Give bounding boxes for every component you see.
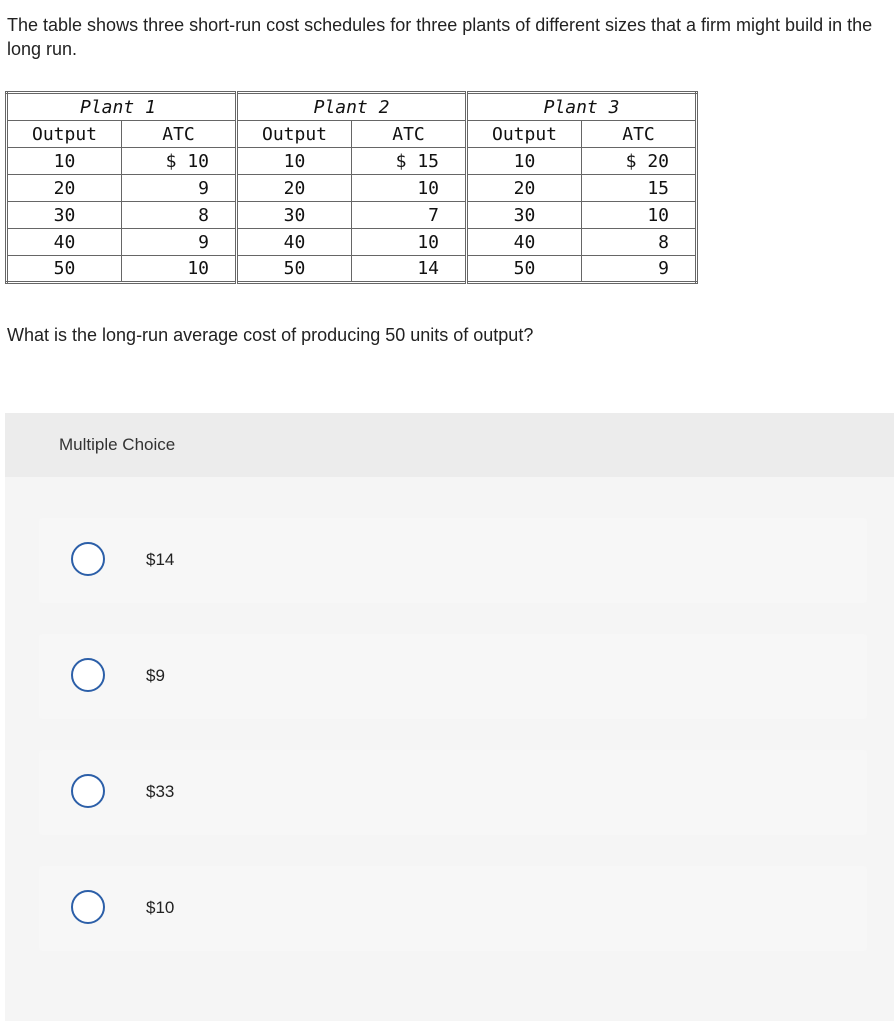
plant-3-atc-header: ATC xyxy=(582,121,697,148)
plant-1-output-cell: 30 xyxy=(7,202,122,229)
plant-3-output-cell: 30 xyxy=(467,202,582,229)
plant-2-atc-cell: 10 xyxy=(352,175,467,202)
table-row xyxy=(7,148,697,175)
plant-3-atc-cell: $ 20 xyxy=(582,148,697,175)
multiple-choice-header xyxy=(5,413,894,477)
plant-1-header: Plant 1 xyxy=(7,93,237,121)
plant-2-output-header: Output xyxy=(237,121,352,148)
plant-2-output-cell: 40 xyxy=(237,229,352,256)
plant-2-output-cell: 10 xyxy=(237,148,352,175)
plant-3-output-cell: 50 xyxy=(467,256,582,283)
multiple-choice-panel xyxy=(5,413,894,1021)
answer-option-label: $9 xyxy=(146,666,165,685)
table-row xyxy=(7,256,697,283)
column-header-row xyxy=(7,121,697,148)
plant-2-atc-cell: 10 xyxy=(352,229,467,256)
plant-2-output-cell: 50 xyxy=(237,256,352,283)
plant-1-atc-cell: $ 10 xyxy=(122,148,237,175)
plant-3-atc-cell: 15 xyxy=(582,175,697,202)
plant-3-atc-cell: 10 xyxy=(582,202,697,229)
plant-2-atc-cell: 7 xyxy=(352,202,467,229)
cost-schedule-table xyxy=(5,91,698,284)
plant-1-output-cell: 10 xyxy=(7,148,122,175)
plant-header-row xyxy=(7,93,697,121)
plant-1-output-cell: 20 xyxy=(7,175,122,202)
answer-option-label: $10 xyxy=(146,898,175,917)
table-row xyxy=(7,229,697,256)
plant-2-output-cell: 30 xyxy=(237,202,352,229)
plant-3-atc-cell: 8 xyxy=(582,229,697,256)
plant-1-atc-cell: 10 xyxy=(122,256,237,283)
radio-button-icon[interactable] xyxy=(71,890,105,924)
radio-button-icon[interactable] xyxy=(71,658,105,692)
plant-1-output-cell: 40 xyxy=(7,229,122,256)
plant-2-atc-cell: 14 xyxy=(352,256,467,283)
plant-2-header: Plant 2 xyxy=(237,93,467,121)
plant-2-atc-cell: $ 15 xyxy=(352,148,467,175)
plant-1-output-cell: 50 xyxy=(7,256,122,283)
plant-2-atc-header: ATC xyxy=(352,121,467,148)
question-intro-text: The table shows three short-run cost schedules for three plants of different sizes that a firm might build in the long run. xyxy=(7,15,873,59)
answer-option-label: $33 xyxy=(146,782,175,801)
plant-3-output-cell: 20 xyxy=(467,175,582,202)
plant-1-atc-cell: 9 xyxy=(122,175,237,202)
plant-3-output-header: Output xyxy=(467,121,582,148)
answer-option-c[interactable] xyxy=(39,750,867,835)
plant-2-output-cell: 20 xyxy=(237,175,352,202)
plant-3-output-cell: 40 xyxy=(467,229,582,256)
multiple-choice-title: Multiple Choice xyxy=(59,435,176,454)
plant-1-atc-cell: 9 xyxy=(122,229,237,256)
radio-button-icon[interactable] xyxy=(71,542,105,576)
table-row xyxy=(7,202,697,229)
plant-3-header: Plant 3 xyxy=(467,93,697,121)
radio-button-icon[interactable] xyxy=(71,774,105,808)
question-text: What is the long-run average cost of producing 50 units of output? xyxy=(7,325,534,345)
answer-option-b[interactable] xyxy=(39,634,867,719)
plant-1-atc-cell: 8 xyxy=(122,202,237,229)
plant-3-atc-cell: 9 xyxy=(582,256,697,283)
plant-1-atc-header: ATC xyxy=(122,121,237,148)
answer-option-d[interactable] xyxy=(39,866,867,951)
table-row xyxy=(7,175,697,202)
answer-option-label: $14 xyxy=(146,550,175,569)
answer-option-a[interactable] xyxy=(39,518,867,603)
plant-3-output-cell: 10 xyxy=(467,148,582,175)
plant-1-output-header: Output xyxy=(7,121,122,148)
